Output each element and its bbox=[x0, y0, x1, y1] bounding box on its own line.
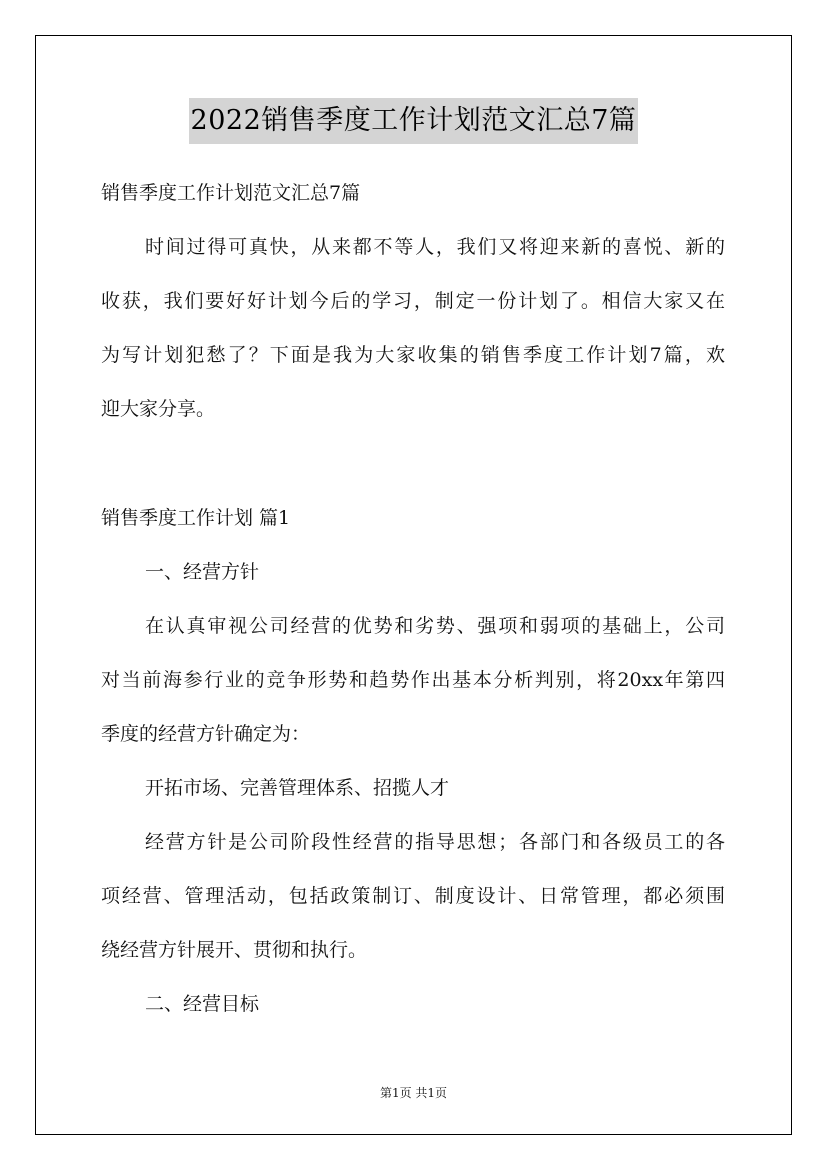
policy-statement: 开拓市场、完善管理体系、招揽人才 bbox=[145, 777, 450, 799]
title-container bbox=[0, 98, 827, 144]
heading-business-goals: 二、经营目标 bbox=[145, 993, 260, 1015]
document-subtitle: 销售季度工作计划范文汇总7篇 bbox=[101, 182, 361, 204]
para1-line-3: 季度的经营方针确定为： bbox=[101, 723, 311, 745]
para2-line-1: 经营方针是公司阶段性经营的指导思想；各部门和各级员工的各 bbox=[145, 831, 725, 853]
page-footer bbox=[0, 1084, 827, 1101]
para2-line-2: 项经营、管理活动，包括政策制订、制度设计、日常管理，都必须围 bbox=[101, 885, 725, 907]
para2-line-3: 绕经营方针展开、贯彻和执行。 bbox=[101, 939, 368, 961]
intro-line-4: 迎大家分享。 bbox=[101, 398, 216, 420]
heading-business-policy: 一、经营方针 bbox=[145, 561, 260, 583]
intro-line-1: 时间过得可真快，从来都不等人，我们又将迎来新的喜悦、新的 bbox=[145, 236, 725, 258]
section-heading: 销售季度工作计划 篇1 bbox=[101, 507, 291, 529]
intro-line-2: 收获，我们要好好计划今后的学习，制定一份计划了。相信大家又在 bbox=[101, 290, 725, 312]
document-title: 2022销售季度工作计划范文汇总7篇 bbox=[189, 98, 639, 144]
page-number: 第1页 共1页 bbox=[379, 1086, 448, 1100]
intro-line-3: 为写计划犯愁了？下面是我为大家收集的销售季度工作计划7篇，欢 bbox=[101, 344, 725, 366]
para1-line-2: 对当前海参行业的竞争形势和趋势作出基本分析判别，将20xx年第四 bbox=[101, 669, 725, 691]
para1-line-1: 在认真审视公司经营的优势和劣势、强项和弱项的基础上，公司 bbox=[145, 615, 725, 637]
